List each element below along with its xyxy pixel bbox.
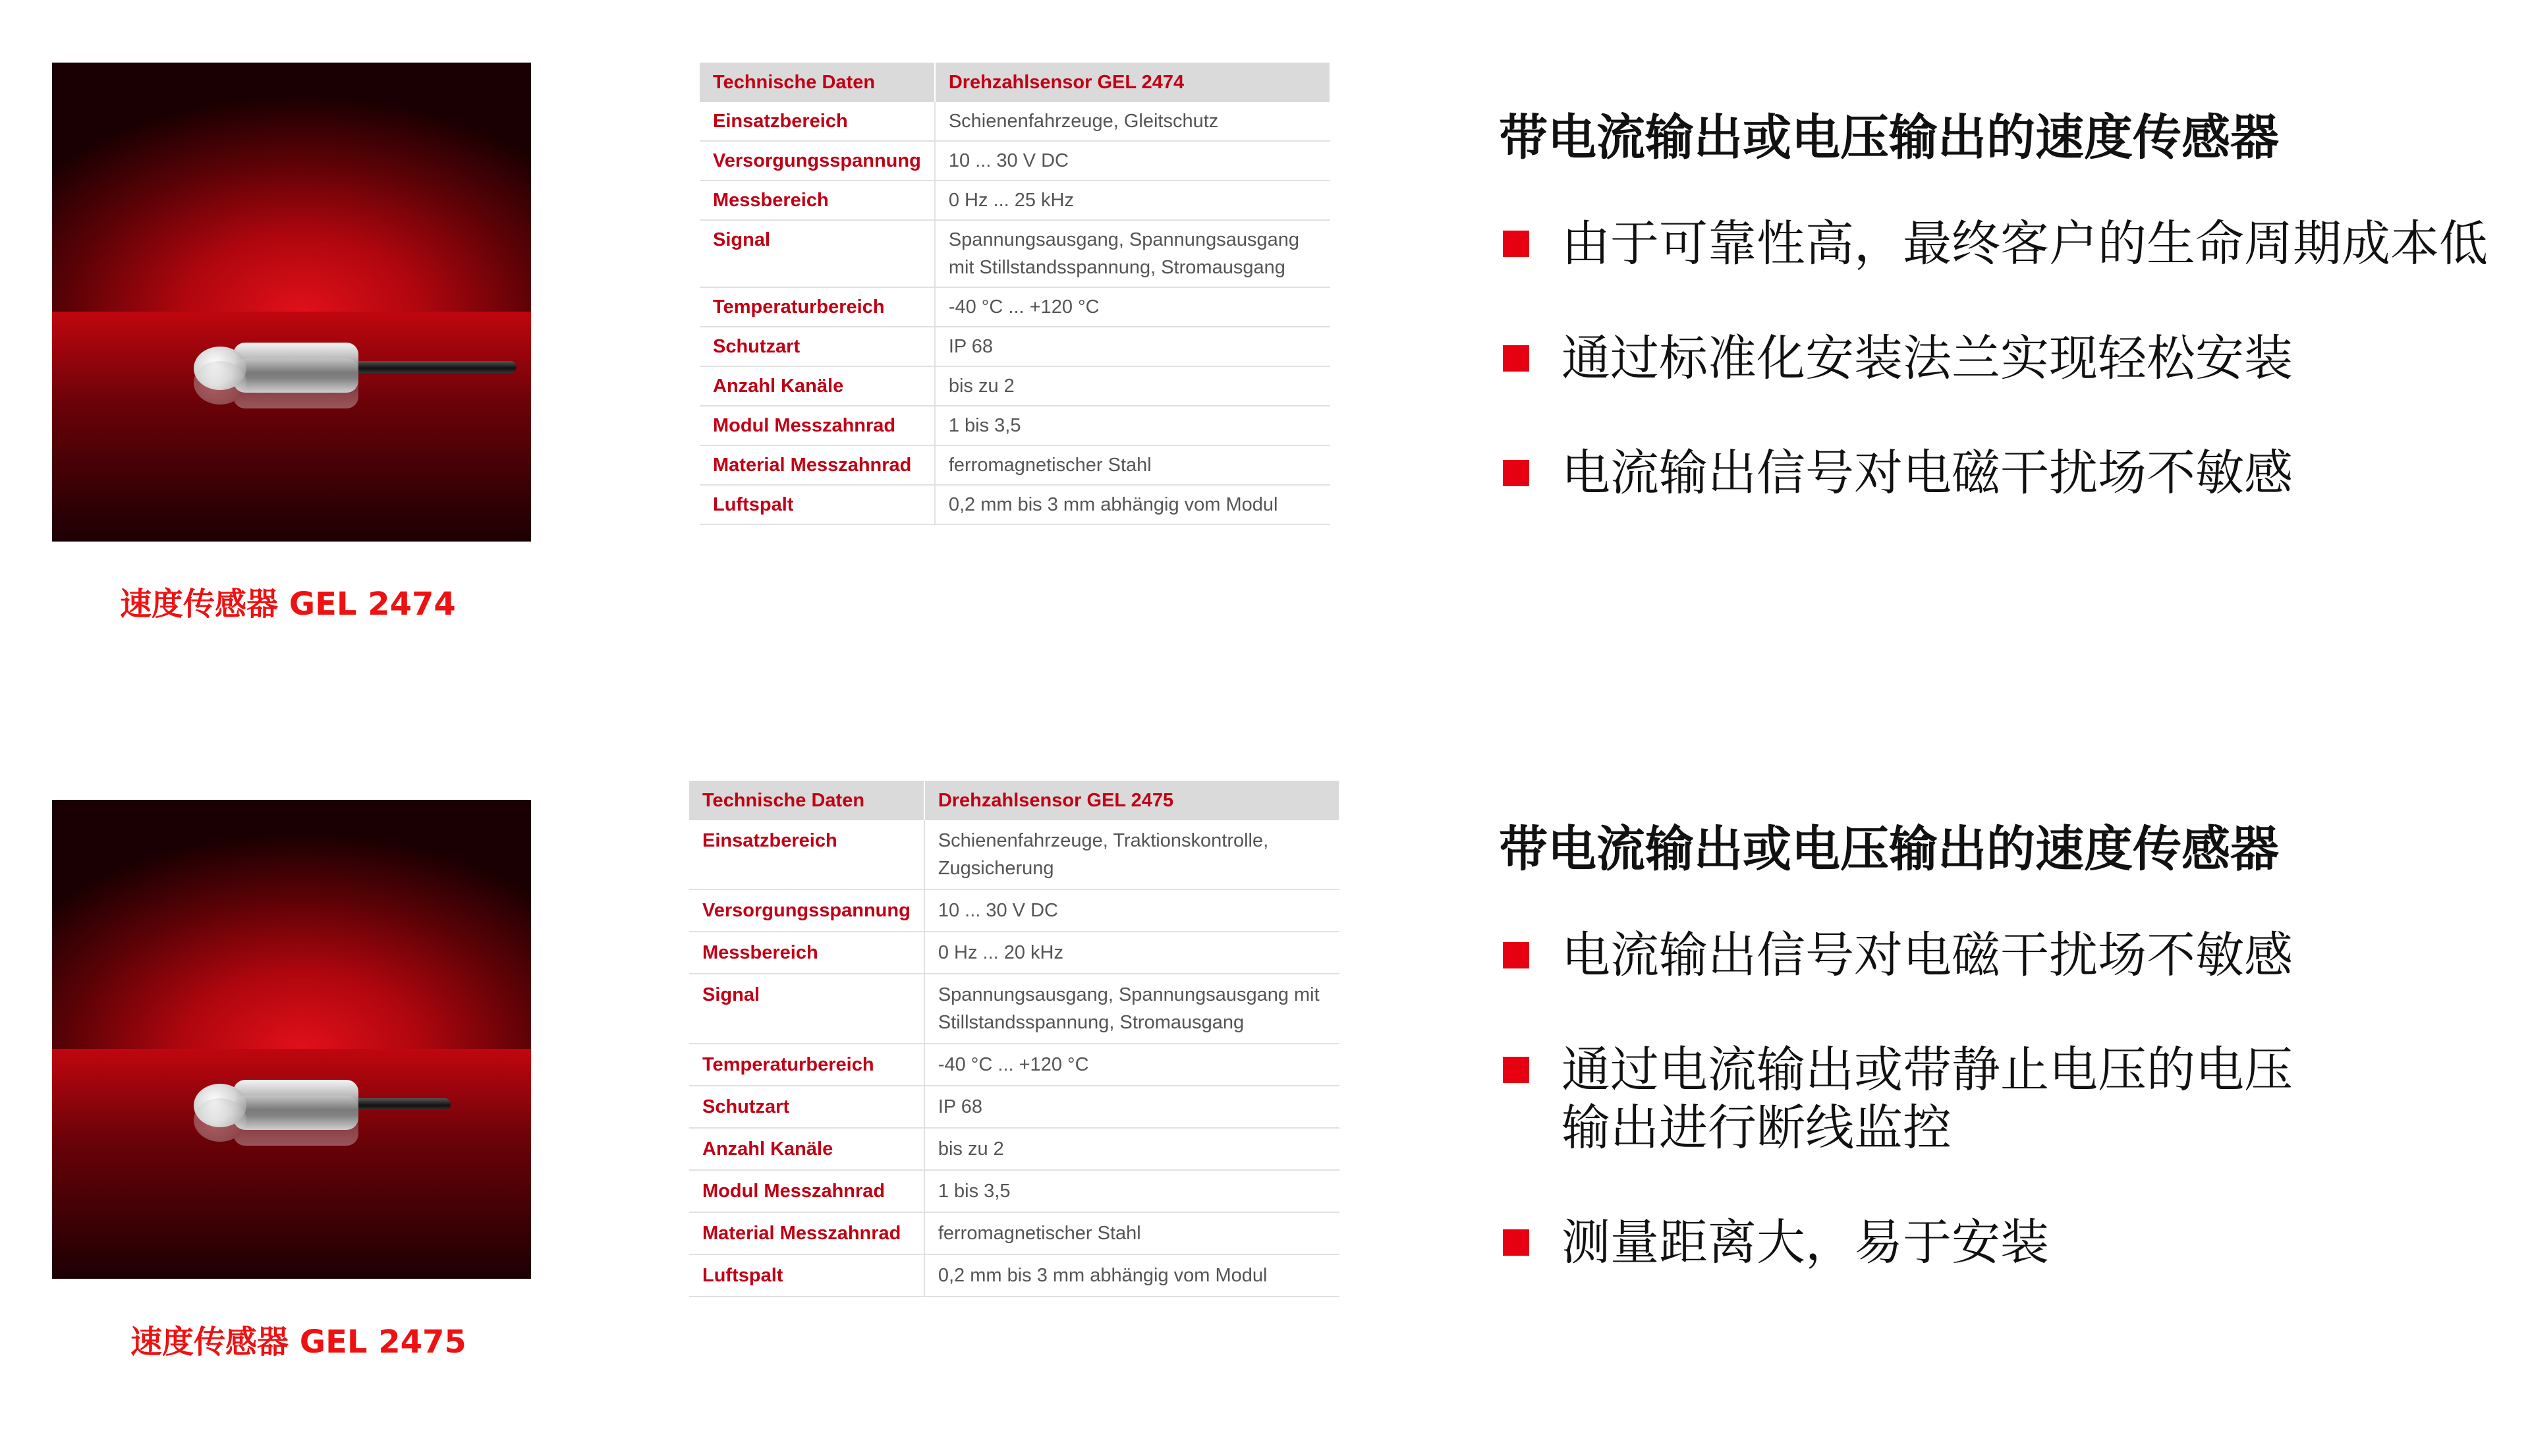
table-row [700, 485, 1330, 524]
list-item [1499, 444, 2514, 502]
spec-key: Modul Messzahnrad [700, 406, 935, 445]
list-item [1499, 1041, 2514, 1157]
spec-key: Messbereich [700, 181, 935, 220]
spec-header-left: Technische Daten [700, 63, 935, 102]
spec-table-header [689, 781, 1339, 820]
spec-key: Material Messzahnrad [689, 1212, 924, 1254]
spec-key: Signal [689, 974, 924, 1044]
table-row [689, 1086, 1339, 1128]
spec-key: Messbereich [689, 932, 924, 974]
spec-value: Spannungsausgang, Spannungsausgang mit Stillstandsspannung, Stromausgang [924, 974, 1339, 1044]
spec-key: Luftspalt [700, 485, 935, 524]
spec-value: -40 °C ... +120 °C [924, 1044, 1339, 1086]
table-row [700, 287, 1330, 327]
table-row [689, 1212, 1339, 1254]
table-row [689, 1044, 1339, 1086]
spec-key: Signal [700, 220, 935, 287]
table-row [700, 181, 1330, 220]
product-section-gel-2474 [0, 0, 2530, 725]
spec-value: Schienenfahrzeuge, Traktionskontrolle, Zugsicherung [924, 820, 1339, 889]
spec-value: 0 Hz ... 25 kHz [935, 181, 1330, 220]
spec-value: -40 °C ... +120 °C [935, 287, 1330, 327]
spec-key: Einsatzbereich [689, 820, 924, 889]
list-item [1499, 926, 2514, 984]
bullet-square-icon [1503, 345, 1529, 372]
product-caption: 速度传感器 GEL 2474 [120, 586, 456, 623]
table-row [689, 1170, 1339, 1212]
feature-text: 通过标准化安装法兰实现轻松安装 [1561, 330, 2293, 387]
spec-table [700, 63, 1331, 525]
table-row [689, 1128, 1339, 1170]
table-row [700, 141, 1330, 181]
feature-text: 测量距离大，易于安装 [1561, 1214, 2049, 1271]
table-row [689, 889, 1339, 932]
feature-text: 电流输出信号对电磁干扰场不敏感 [1561, 445, 2293, 501]
feature-panel [1499, 810, 2514, 1328]
list-item [1499, 1214, 2514, 1272]
spec-value: IP 68 [924, 1086, 1339, 1128]
spec-key: Anzahl Kanäle [700, 366, 935, 406]
spec-value: bis zu 2 [935, 366, 1330, 406]
reflection-cap [194, 1098, 246, 1142]
sensor-cable [352, 361, 517, 373]
spec-value: 10 ... 30 V DC [935, 141, 1330, 181]
product-photo [52, 800, 531, 1279]
spec-table-header [700, 63, 1330, 102]
spec-value: Spannungsausgang, Spannungsausgang mit Stillstandsspannung, Stromausgang [935, 220, 1330, 287]
spec-key: Anzahl Kanäle [689, 1128, 924, 1170]
spec-value: IP 68 [935, 327, 1330, 366]
spec-value: Schienenfahrzeuge, Gleitschutz [935, 102, 1330, 141]
table-row [700, 406, 1330, 445]
bullet-square-icon [1503, 942, 1529, 968]
spec-key: Schutzart [689, 1086, 924, 1128]
spec-value: ferromagnetischer Stahl [935, 445, 1330, 485]
spec-key: Schutzart [700, 327, 935, 366]
table-row [700, 445, 1330, 485]
bullet-square-icon [1503, 1057, 1529, 1083]
table-row [689, 932, 1339, 974]
spec-key: Temperaturbereich [700, 287, 935, 327]
feature-text: 通过电流输出或带静止电压的电压 输出进行断线监控 [1561, 1042, 2293, 1156]
spec-key: Temperaturbereich [689, 1044, 924, 1086]
spec-key: Versorgungsspannung [689, 889, 924, 932]
bullet-square-icon [1503, 231, 1529, 257]
product-caption: 速度传感器 GEL 2475 [130, 1324, 466, 1360]
list-item [1499, 329, 2514, 387]
bullet-square-icon [1503, 1229, 1529, 1256]
table-row [689, 974, 1339, 1044]
product-photo [52, 63, 531, 542]
spec-key: Einsatzbereich [700, 102, 935, 141]
list-item [1499, 215, 2514, 273]
spec-value: ferromagnetischer Stahl [924, 1212, 1339, 1254]
table-row [689, 1254, 1339, 1297]
spec-key: Luftspalt [689, 1254, 924, 1297]
spec-header-right: Drehzahlsensor GEL 2474 [935, 63, 1330, 102]
spec-value: 10 ... 30 V DC [924, 889, 1339, 932]
feature-title: 带电流输出或电压输出的速度传感器 [1499, 821, 2279, 878]
spec-value: 1 bis 3,5 [935, 406, 1330, 445]
spec-value: 0,2 mm bis 3 mm abhängig vom Modul [935, 485, 1330, 524]
bullet-square-icon [1503, 460, 1529, 486]
reflection-body [233, 358, 358, 408]
spec-key: Modul Messzahnrad [689, 1170, 924, 1212]
table-row [689, 820, 1339, 889]
reflection-cap [194, 361, 246, 405]
table-row [700, 366, 1330, 406]
spec-table [689, 781, 1340, 1297]
spec-key: Versorgungsspannung [700, 141, 935, 181]
sensor-cable [352, 1098, 451, 1110]
spec-value: 1 bis 3,5 [924, 1170, 1339, 1212]
spec-value: 0 Hz ... 20 kHz [924, 932, 1339, 974]
table-row [700, 220, 1330, 287]
spec-value: 0,2 mm bis 3 mm abhängig vom Modul [924, 1254, 1339, 1297]
spec-key: Material Messzahnrad [700, 445, 935, 485]
spec-header-right: Drehzahlsensor GEL 2475 [924, 781, 1339, 820]
feature-list [1499, 215, 2514, 502]
product-section-gel-2475 [0, 731, 2530, 1456]
reflection-body [233, 1096, 358, 1146]
feature-text: 电流输出信号对电磁干扰场不敏感 [1561, 927, 2293, 984]
feature-list [1499, 926, 2514, 1272]
feature-title: 带电流输出或电压输出的速度传感器 [1499, 109, 2279, 166]
feature-text: 由于可靠性高，最终客户的生命周期成本低 [1561, 215, 2488, 272]
feature-panel [1499, 99, 2514, 559]
table-row [700, 102, 1330, 141]
table-row [700, 327, 1330, 366]
spec-header-left: Technische Daten [689, 781, 924, 820]
spec-value: bis zu 2 [924, 1128, 1339, 1170]
